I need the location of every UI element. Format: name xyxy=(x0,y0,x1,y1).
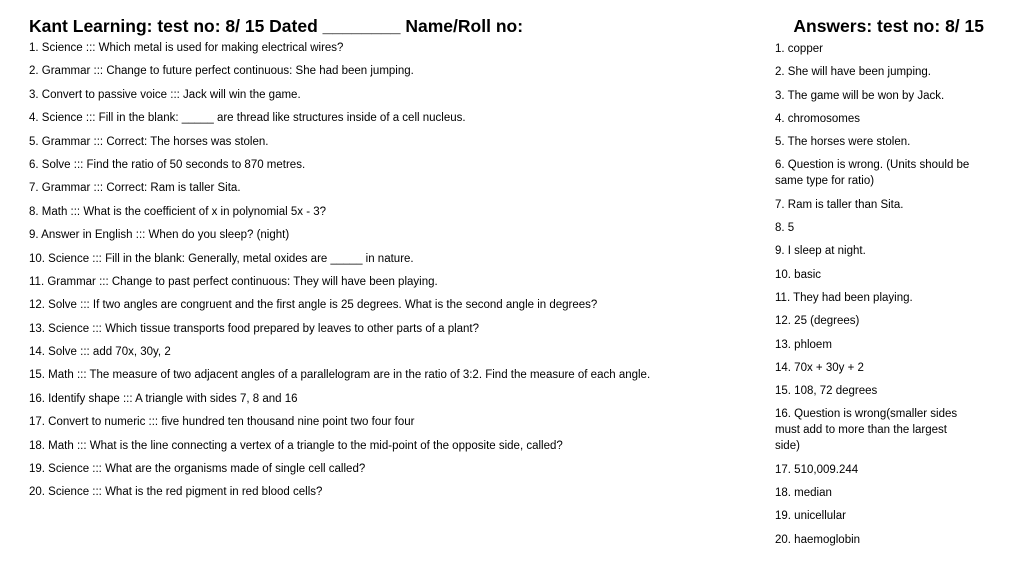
question-item: 14. Solve ::: add 70x, 30y, 2 xyxy=(29,346,171,359)
answer-item: 13. phloem xyxy=(775,338,832,351)
question-item: 6. Solve ::: Find the ratio of 50 seconds to 870 metres. xyxy=(29,158,306,171)
question-item: 15. Math ::: The measure of two adjacent angles of a parallelogram are in the ratio of 3:2. Find the measure of each angle. xyxy=(29,369,651,382)
test-title: Kant Learning: test no: 8/ 15 Dated ________ Name/Roll no: xyxy=(29,16,524,36)
answer-item: 18. median xyxy=(775,487,832,500)
question-item: 10. Science ::: Fill in the blank: Generally, metal oxides are _____ in nature. xyxy=(29,252,414,265)
question-item: 20. Science ::: What is the red pigment in red blood cells? xyxy=(29,486,323,499)
answers-title: Answers: test no: 8/ 15 xyxy=(793,16,984,36)
answers-list xyxy=(775,41,975,555)
question-item: 7. Grammar ::: Correct: Ram is taller Sita. xyxy=(29,182,241,195)
question-item: 2. Grammar ::: Change to future perfect continuous: She had been jumping. xyxy=(29,65,414,78)
answer-item: 19. unicellular xyxy=(775,510,846,523)
answer-item: 15. 108, 72 degrees xyxy=(775,385,878,398)
question-item: 4. Science ::: Fill in the blank: _____ are thread like structures inside of a cell nucleus. xyxy=(29,112,466,125)
answer-item: 16. Question is wrong(smaller sides must add to more than the largest side) xyxy=(775,408,958,453)
question-item: 18. Math ::: What is the line connecting a vertex of a triangle to the mid-point of the opposite side, called? xyxy=(29,439,563,452)
answer-item: 12. 25 (degrees) xyxy=(775,315,860,328)
answer-item: 2. She will have been jumping. xyxy=(775,66,931,79)
question-item: 1. Science ::: Which metal is used for making electrical wires? xyxy=(29,42,344,54)
answer-item: 3. The game will be won by Jack. xyxy=(775,89,945,102)
answer-item: 4. chromosomes xyxy=(775,112,861,125)
question-item: 9. Answer in English ::: When do you sleep? (night) xyxy=(29,229,290,242)
answer-item: 9. I sleep at night. xyxy=(775,245,866,258)
answer-item: 17. 510,009.244 xyxy=(775,463,859,476)
question-item: 19. Science ::: What are the organisms made of single cell called? xyxy=(29,463,366,476)
question-item: 3. Convert to passive voice ::: Jack will win the game. xyxy=(29,88,301,101)
answer-item: 1. copper xyxy=(775,43,823,55)
question-item: 5. Grammar ::: Correct: The horses was stolen. xyxy=(29,135,269,148)
answer-item: 20. haemoglobin xyxy=(775,533,861,546)
answer-item: 11. They had been playing. xyxy=(775,291,913,304)
answer-item: 10. basic xyxy=(775,268,822,281)
answer-item: 5. The horses were stolen. xyxy=(775,136,911,149)
question-item: 8. Math ::: What is the coefficient of x in polynomial 5x - 3? xyxy=(29,205,327,218)
answer-item: 8. 5 xyxy=(775,222,795,235)
answer-item: 7. Ram is taller than Sita. xyxy=(775,198,904,211)
questions-list xyxy=(29,41,729,509)
question-item: 13. Science ::: Which tissue transports food prepared by leaves to other parts of a plant? xyxy=(29,322,480,335)
question-item: 11. Grammar ::: Change to past perfect continuous: They will have been playing. xyxy=(29,275,438,288)
answer-item: 14. 70x + 30y + 2 xyxy=(775,361,864,374)
question-item: 12. Solve ::: If two angles are congruent and the first angle is 25 degrees. What is the second angle in degrees? xyxy=(29,299,598,312)
answer-item: 6. Question is wrong. (Units should be same type for ratio) xyxy=(775,159,970,188)
question-item: 17. Convert to numeric ::: five hundred ten thousand nine point two four four xyxy=(29,416,415,429)
question-item: 16. Identify shape ::: A triangle with sides 7, 8 and 16 xyxy=(29,392,298,405)
